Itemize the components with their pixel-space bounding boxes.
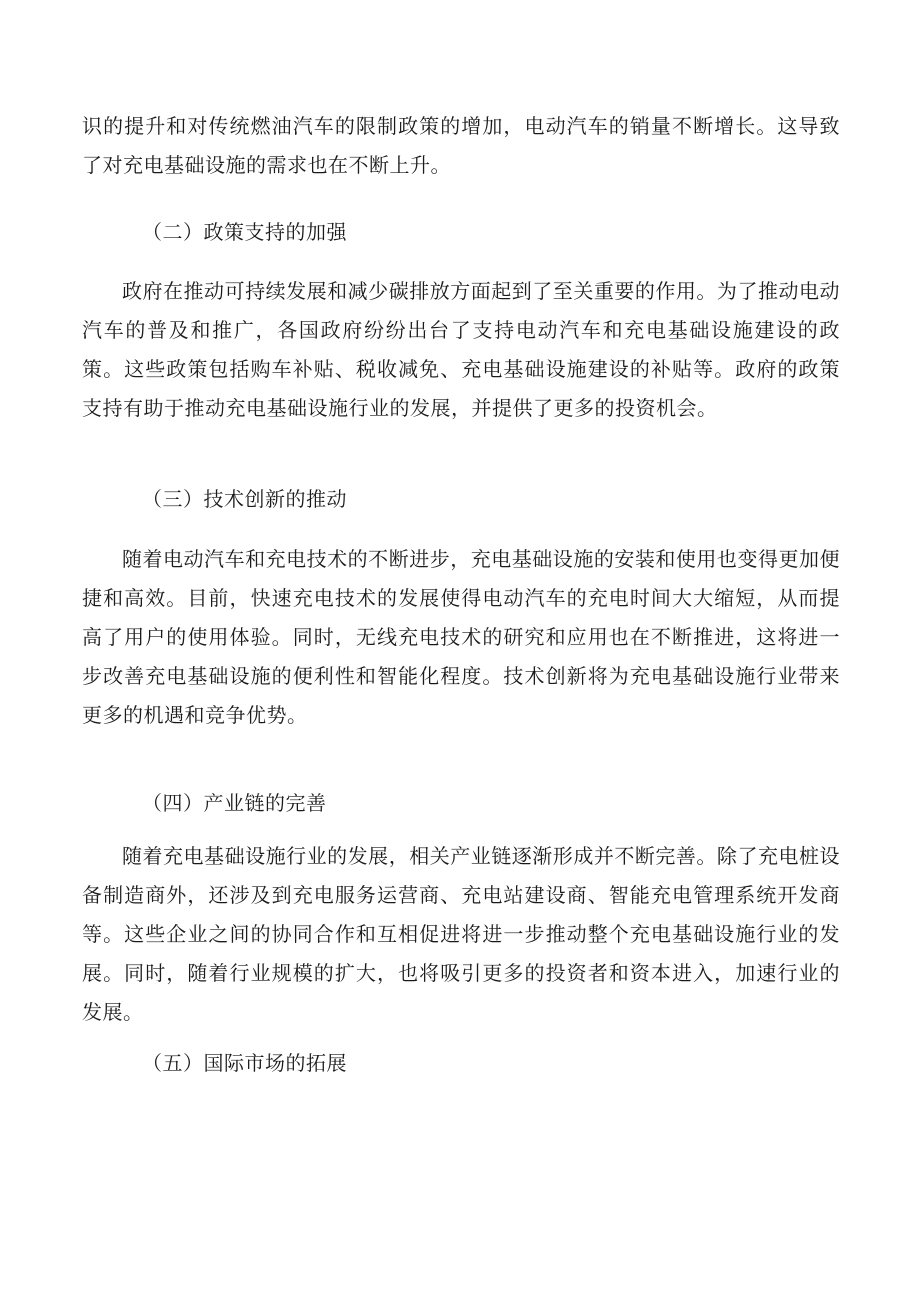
paragraph-tech-innovation: 随着电动汽车和充电技术的不断进步，充电基础设施的安装和使用也变得更加便捷和高效。目前，快速充电技术的发展使得电动汽车的充电时间大大缩短，从而提高了用户的使用体验。同时，无线充电技术的研究和应用也在不断推进，这将进一步改善充电基础设施的便利性和智能化程度。技术创新将为充电基础设施行业带来更多的机遇和竞争优势。 — [82, 547, 840, 727]
section-heading-4: （四）产业链的完善 — [142, 791, 327, 815]
paragraph-policy-support: 政府在推动可持续发展和减少碳排放方面起到了至关重要的作用。为了推动电动汽车的普及和推广，各国政府纷纷出台了支持电动汽车和充电基础设施建设的政策。这些政策包括购车补贴、税收减免、充电基础设施建设的补贴等。政府的政策支持有助于推动充电基础设施行业的发展，并提供了更多的投资机会。 — [82, 279, 840, 420]
paragraph-industry-chain: 随着充电基础设施行业的发展，相关产业链逐渐形成并不断完善。除了充电桩设备制造商外，还涉及到充电服务运营商、充电站建设商、智能充电管理系统开发商等。这些企业之间的协同合作和互相促进将进一步推动整个充电基础设施行业的发展。同时，随着行业规模的扩大，也将吸引更多的投资者和资本进入，加速行业的发展。 — [82, 844, 840, 1024]
section-heading-2: （二）政策支持的加强 — [142, 220, 347, 244]
intro-paragraph: 识的提升和对传统燃油汽车的限制政策的增加，电动汽车的销量不断增长。这导致了对充电基础设施的需求也在不断上升。 — [82, 114, 840, 177]
section-heading-3: （三）技术创新的推动 — [142, 487, 347, 511]
section-heading-5: （五）国际市场的拓展 — [142, 1051, 347, 1075]
